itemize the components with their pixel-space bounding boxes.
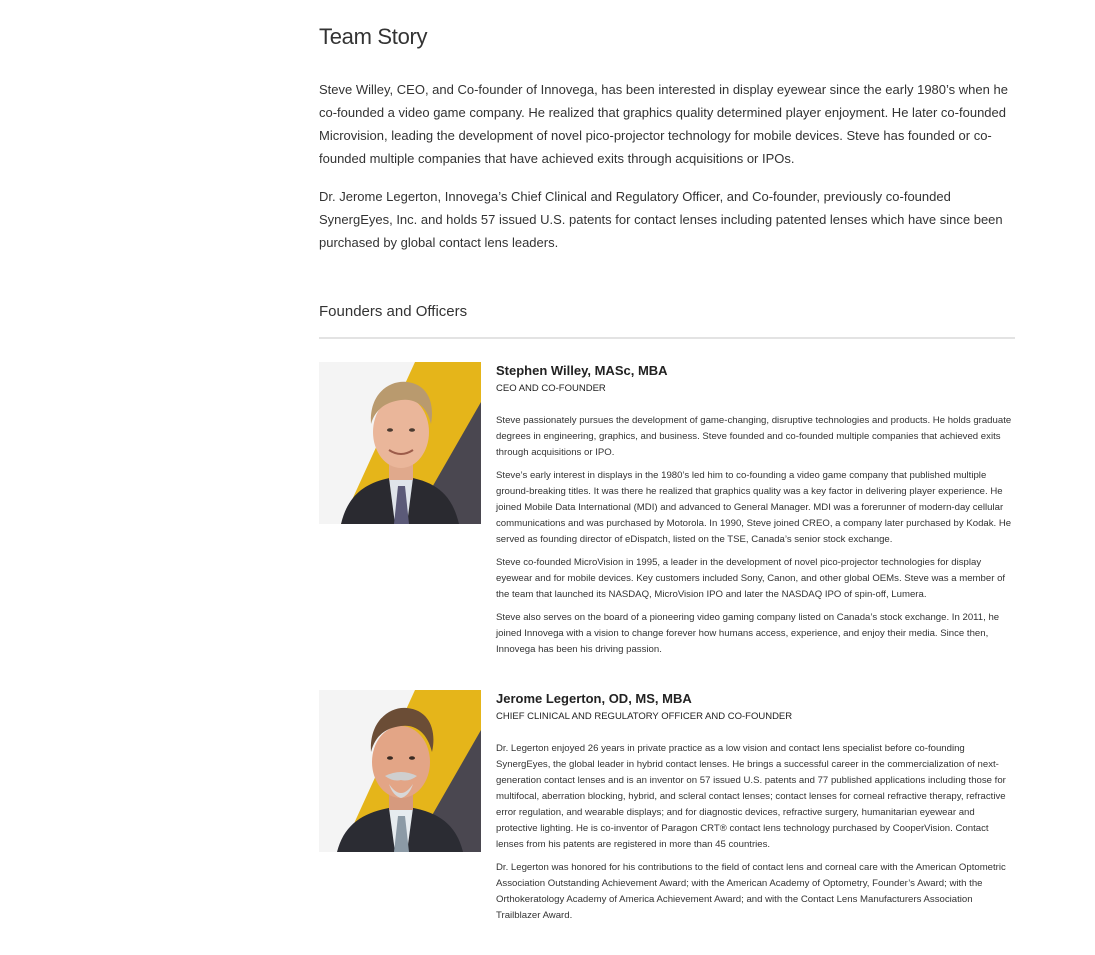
bio-paragraph: Steve co-founded MicroVision in 1995, a leader in the development of novel pico-projector technologies for display eyewear and for mobile devices. Key customers included Sony, Canon, and other global OEMs. Steve was a member of the team that launched its NASDAQ, MicroVision IPO and later the NASDAQ IPO of spin-off, Lumera. xyxy=(496,557,1006,600)
bio-paragraph: Dr. Legerton was honored for his contributions to the field of contact lens and corneal care with the American Optometric Association Outstanding Achievement Award; with the American Academy of Optometry, Founder’s Award; with the Orthokeratology Academy of America Achievement Award; and with the Contact Lens Manufacturers Association Trailblazer Award. xyxy=(496,862,1006,921)
page-title: Team Story xyxy=(319,24,428,49)
person-name: Jerome Legerton, OD, MS, MBA xyxy=(496,691,692,706)
story-paragraph: Dr. Jerome Legerton, Innovega’s Chief Clinical and Regulatory Officer, and Co-founder, previously co-founded SynergEyes, Inc. and holds 57 issued U.S. patents for contact lenses including patented lenses which have since been purchased by global contact lens leaders. xyxy=(319,189,1003,250)
bio-paragraph: Steve passionately pursues the development of game-changing, disruptive technologies and products. He holds graduate degrees in engineering, graphics, and business. Steve founded and co-founded multiple companies that achieved exits through acquisitions or IPO. xyxy=(496,415,1012,458)
portrait-image xyxy=(319,690,481,852)
section-title-founders: Founders and Officers xyxy=(319,303,468,320)
portrait-photo xyxy=(319,690,481,852)
person-name: Stephen Willey, MASc, MBA xyxy=(496,363,668,378)
person-role: CEO AND CO-FOUNDER xyxy=(496,383,606,394)
team-story xyxy=(319,78,1015,269)
person-role: CHIEF CLINICAL AND REGULATORY OFFICER AND CO-FOUNDER xyxy=(496,711,793,722)
bio-paragraphs xyxy=(496,413,1015,658)
section-divider xyxy=(319,337,1015,339)
bio-paragraph: Steve’s early interest in displays in the 1980’s led him to co-founding a video game company that published multiple ground-breaking titles. It was there he realized that graphics quality was a key factor in delivering player experience. He joined Mobile Data International (MDI) and advanced to General Manager. MDI was a forerunner of modern-day cellular communications and was purchased by Motorola. In 1990, Steve joined CREO, a company later purchased by Kodak. He served as founding director of eDispatch, listed on the TSE, Canada’s senior stock exchange. xyxy=(496,470,1012,545)
person-bio xyxy=(496,690,1015,931)
person-bio xyxy=(496,362,1015,665)
bio-paragraph: Dr. Legerton enjoyed 26 years in private practice as a low vision and contact lens specialist before co-founding SynergEyes, the global leader in hybrid contact lenses. He brings a successful career in the commercialization of next-generation contact lenses and is an inventor on 57 issued U.S. patents and 77 published applications including those for multifocal, aberration blocking, hybrid, and scleral contact lenses; contact lenses for corneal refractive therapy, refractive error regulation, and wearable displays; and for diagnostic devices, refractive surgery, humanitarian eyewear and protective lighting. He is co-inventor of Paragon CRT® contact lens technology purchased by CooperVision. Contact lenses from his patents are registered in more than 45 countries. xyxy=(496,743,1006,850)
story-paragraph: Steve Willey, CEO, and Co-founder of Innovega, has been interested in display eyewear since the early 1980’s when he co-founded a video game company. He realized that graphics quality determined player enjoyment. He later co-founded Microvision, leading the development of novel pico-projector technology for mobile devices. Steve has founded or co-founded multiple companies that have achieved exits through acquisitions or IPOs. xyxy=(319,82,1008,166)
bio-paragraph: Steve also serves on the board of a pioneering video gaming company listed on Canada’s stock exchange. In 2011, he joined Innovega with a vision to change forever how humans access, experience, and enjoy their media. Since then, Innovega has been his driving passion. xyxy=(496,612,1000,655)
bio-paragraphs xyxy=(496,741,1015,924)
portrait-image xyxy=(319,362,481,524)
portrait-photo xyxy=(319,362,481,524)
